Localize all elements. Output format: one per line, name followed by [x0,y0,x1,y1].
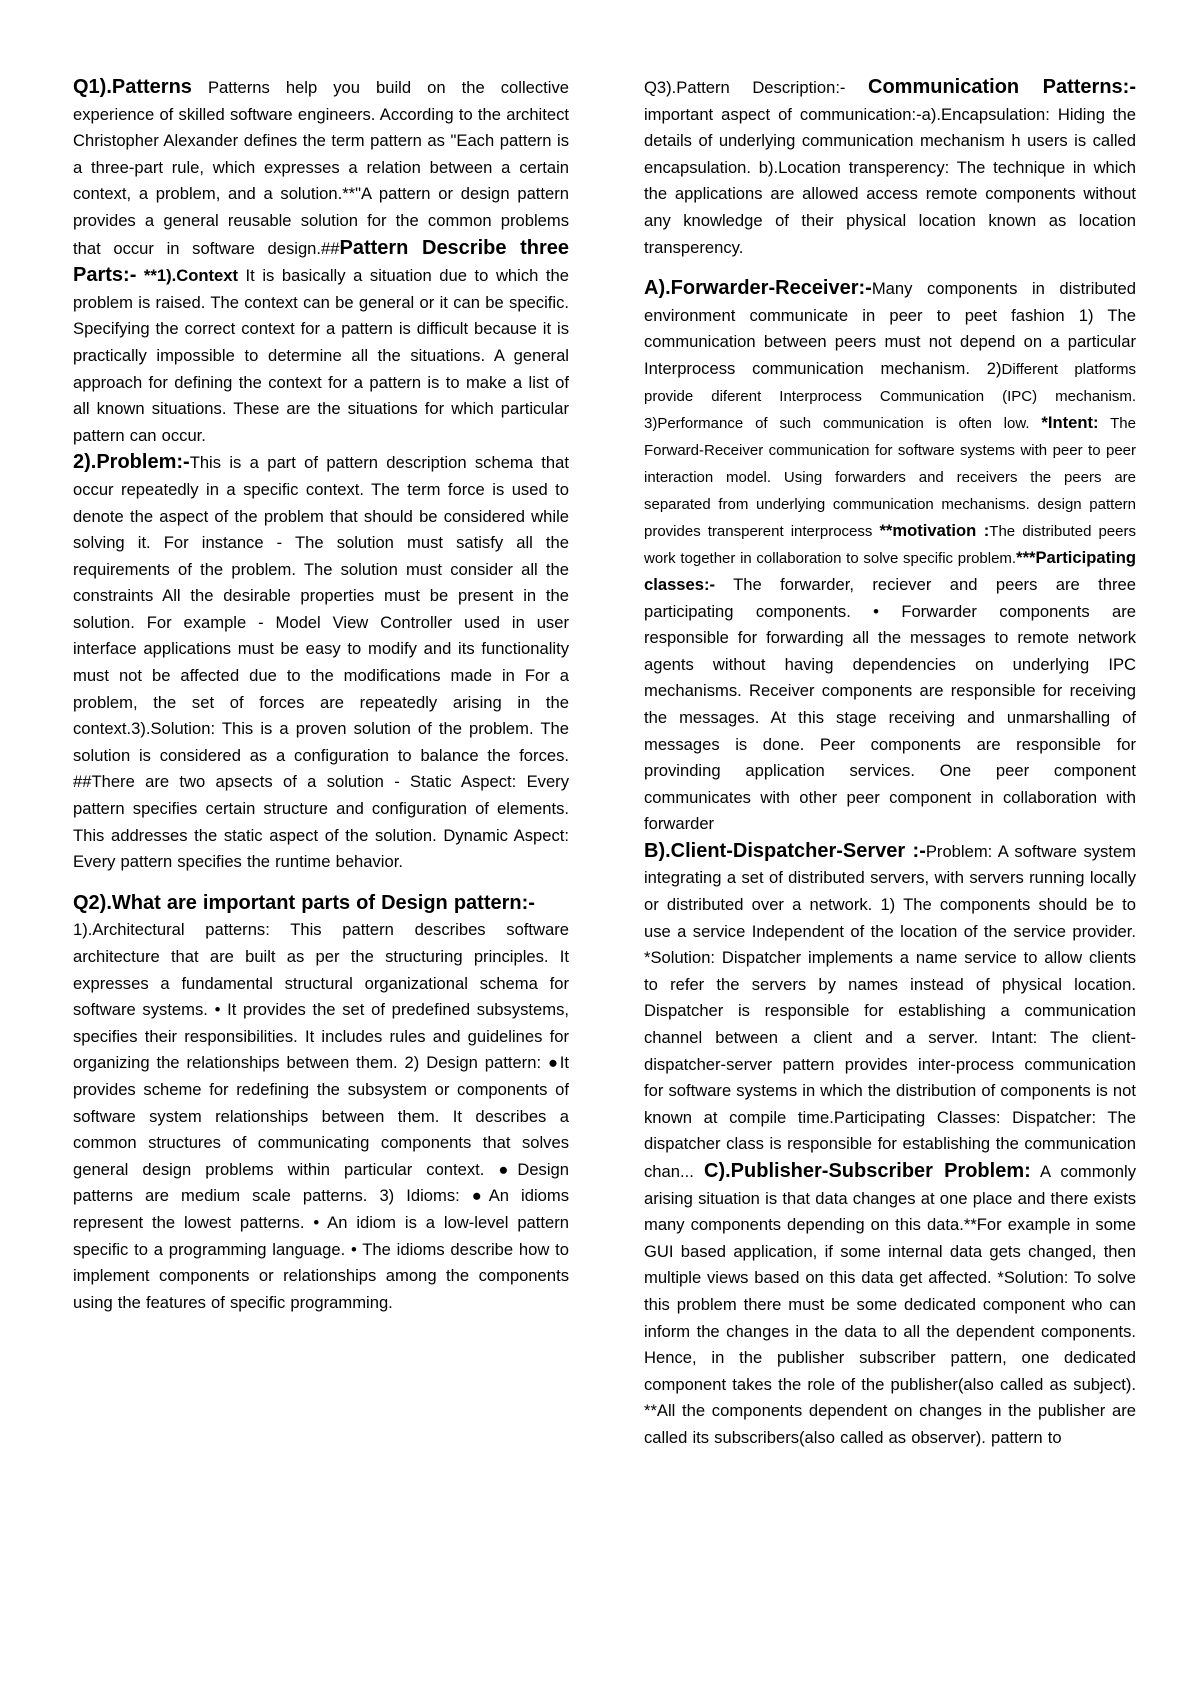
client-dispatcher-paragraph [644,838,1136,1452]
q2-heading: Q2).What are important parts of Design pattern:- [73,891,535,914]
q3-label: Q3).Pattern Description:- [644,78,869,97]
forwarder-small-text: Different platforms provide diferent Interprocess Communication (IPC) mechanism. 3)Performance of such communication is often low. [644,360,1136,432]
motivation-label: **motivation : [879,520,990,540]
participating-label: ***Participating classes:- [644,547,1136,594]
publisher-heading: C).Publisher-Subscriber Problem: [704,1160,1031,1182]
right-column [644,74,1136,1452]
q2-text: 1).Architectural patterns: This pattern describes software architecture that are built as per the structuring principles. It expresses a fundamental structural organizational schema for software systems. • It provides the set of predefined subsystems, specifies their responsibilities. It includes rules and guidelines for organizing the relationships between them. 2) Design pattern: ●It provides scheme for redefining the subsystem or components of software system relationships between them. It describes a common structures of communicating components that solves general design problems within particular context. ●Design patterns are medium scale patterns. 3) Idioms: ●An idioms represent the lowest patterns. • An idiom is a low-level pattern specific to a programming language. • The idioms describe how to implement components or relationships among the components using the features of specific programming. [73,920,569,1312]
q1-intro: Patterns help you build on the collective experience of skilled software engineers. According to the architect Christopher Alexander defines the term pattern as "Each pattern is a three-part rule, which expresses a relation between a certain context, a problem, and a solution.**"A pattern or design pattern provides a general reusable solution for the common problems that occur in software design.## [73,78,569,258]
client-dispatcher-heading: B).Client-Dispatcher-Server :- [644,839,926,862]
pattern-parts-heading: Pattern Describe three Parts:- [73,236,569,287]
q1-paragraph [73,74,569,449]
context-text: It is basically a situation due to which the problem is raised. The context can be general or it can be specific. Specifying the correct context for a pattern is difficult because it is practically impossible to determine all the situations. A general approach for defining the context for a pattern is to make a list of all known situations. These are the situations for which particular pattern can occur. [73,266,570,445]
left-column [73,74,569,1316]
context-label: **1).Context [136,266,238,286]
problem-label: 2).Problem:- [73,451,190,474]
q1-heading: Q1).Patterns [73,76,192,98]
q3-paragraph [644,74,1136,261]
problem-text: This is a part of pattern description schema that occur repeatedly in a specific context. The term force is used to denote the aspect of the problem that should be considered while solving it. For instance - The solution must satisfy all the requirements of the problem. The solution must consider all the constraints All the desirable properties must be present in the solution. For example - Model View Controller used in user interface applications must be easy to modify and its functionality must not be affected due to the modifications made in For a problem, the set of forces are repeatedly arising in the context.3).Solution: This is a proven solution of the problem. The solution is considered as a configuration to balance the forces. ##There are two apsects of a solution - Static Aspect: Every pattern specifies certain structure and configuration of elements. This addresses the static aspect of the solution. Dynamic Aspect: Every pattern specifies the runtime behavior. [73,453,569,872]
publisher-text: A commonly arising situation is that data changes at one place and there exists many components depending on this data.**For example in some GUI based application, if some internal data gets changed, then multiple views based on this data get affected. *Solution: To solve this problem there must be some dedicated component who can inform the changes in the data to all the dependent components. Hence, in the publisher subscriber pattern, one dedicated component takes the role of the publisher(also called as subject). **All the components dependent on changes in the publisher are called its subscribers(also called as observer). pattern to [644,1162,1136,1447]
q2-paragraph [73,890,569,1317]
client-dispatcher-text: Problem: A software system integrating a set of distributed servers, with servers running locally or distributed over a network. 1) The components should be to use a service Independent of the location of the service provider. *Solution: Dispatcher implements a name service to allow clients to refer the servers by names instead of physical location. Dispatcher is responsible for establishing a communication channel between a client and a server. Intant: The client-dispatcher-server pattern provides inter-process communication for software systems in which the distribution of components is not known at compile time.Participating Classes: Dispatcher: The dispatcher class is responsible for establishing the communication chan... [644,841,1136,1181]
motivation-text: The distributed peers work together in collaboration to solve specific problem. [644,522,1136,567]
intent-label: *Intent: [1041,412,1099,432]
participating-text: The forwarder, reciever and peers are three participating components. • Forwarder components are responsible for forwarding all the messages to remote network agents without having dependencies on underlying IPC mechanisms. Receiver components are responsible for receiving the messages. At this stage receiving and unmarshalling of messages is done. Peer components are responsible for provinding application services. One peer component communicates with other peer component in collaboration with forwarder [644,574,1136,834]
q3-text: important aspect of communication:-a).Encapsulation: Hiding the details of underlying communication mechanism h users is called encapsulation. b).Location transperency: The technique in which the applications are allowed access remote components without any knowledge of their physical location known as location transperency. [644,104,1136,257]
intent-text: The Forward-Receiver communication for software systems with peer to peer interaction model. Using forwarders and receivers the peers are separated from underlying communication mechanisms. design pattern provides transperent interprocess [644,414,1136,540]
q3-heading: Communication Patterns:- [868,76,1136,98]
forwarder-paragraph [644,275,1136,838]
forwarder-text: Many components in distributed environment communicate in peer to peet fashion 1) The communication between peers must not depend on a particular Interprocess communication mechanism. 2) [644,279,1136,378]
forwarder-heading: A).Forwarder-Receiver:- [644,277,872,300]
problem-paragraph [73,449,569,876]
